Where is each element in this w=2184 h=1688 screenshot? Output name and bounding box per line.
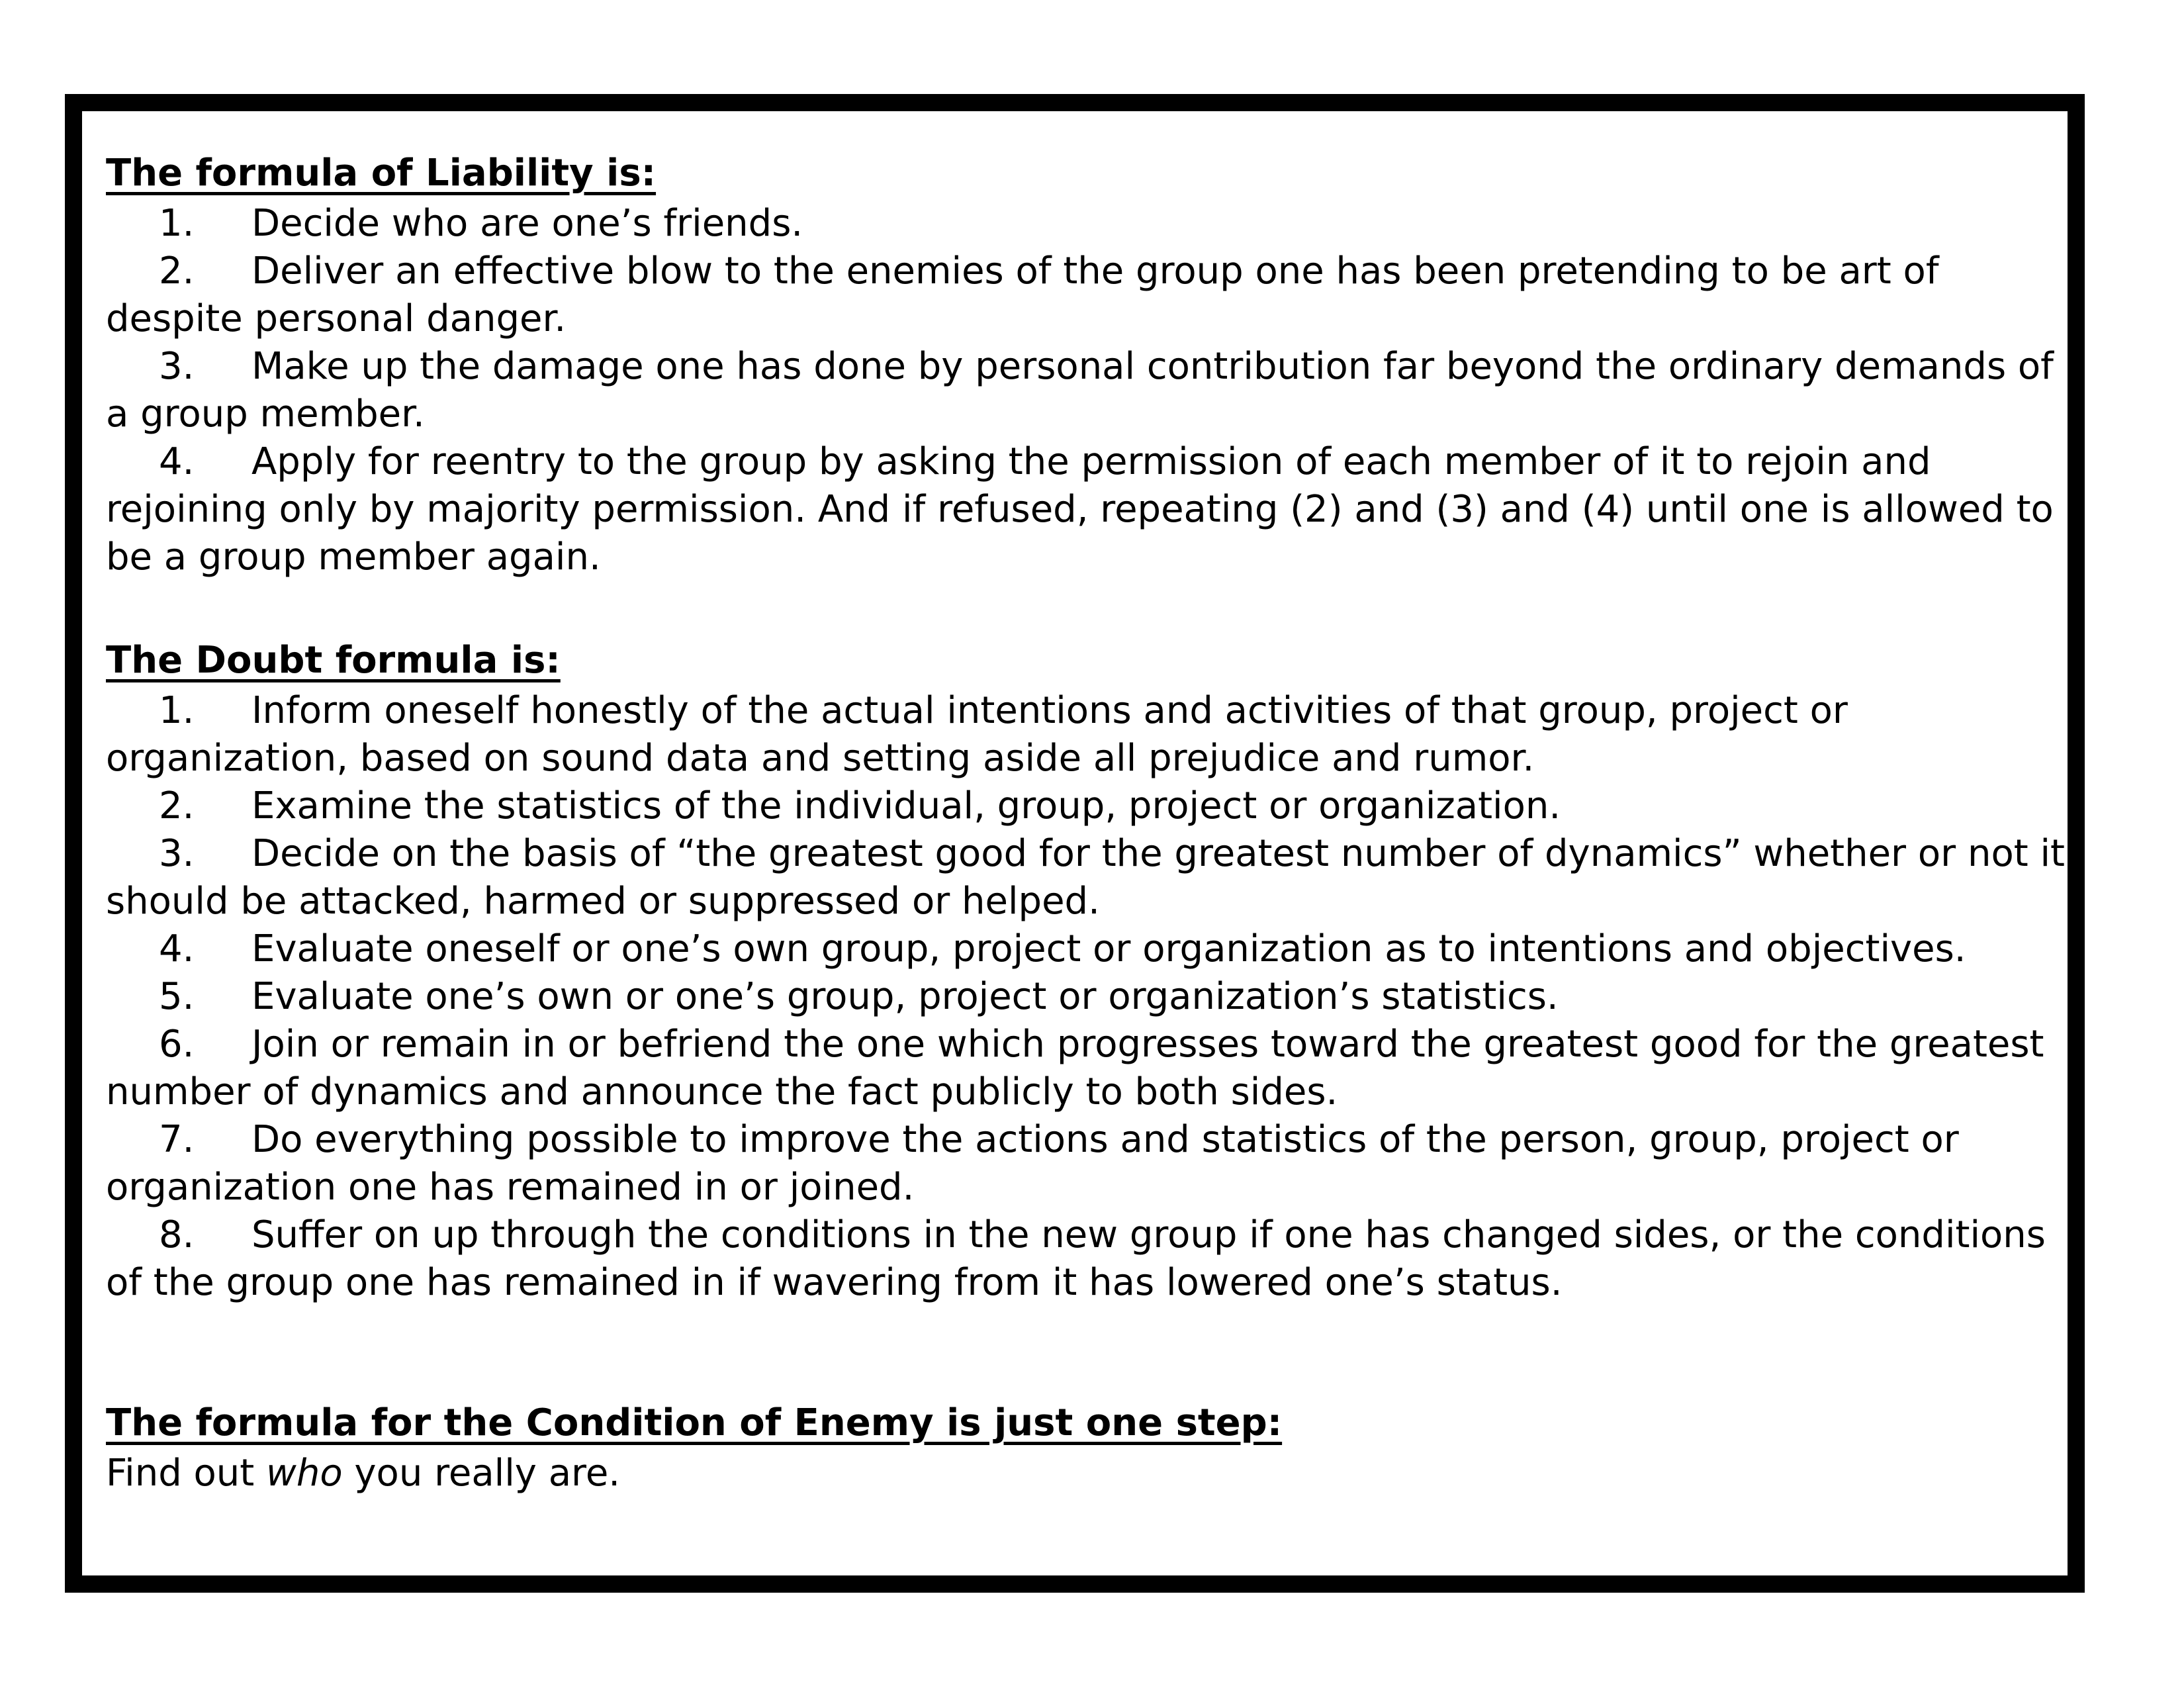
doubt-item (106, 925, 2085, 973)
doubt-heading: The Doubt formula is: (106, 639, 561, 682)
item-number: 2. (159, 250, 195, 293)
item-text: Evaluate one’s own or one’s group, project or organization’s statistics. (251, 975, 1559, 1018)
enemy-text-after: you really are. (342, 1452, 621, 1495)
item-number: 5. (159, 975, 195, 1018)
item-number: 1. (159, 689, 195, 732)
enemy-text-before: Find out (106, 1452, 267, 1495)
section-spacer (106, 581, 2085, 637)
item-number: 8. (159, 1213, 195, 1256)
item-number: 7. (159, 1118, 195, 1161)
item-text: Apply for reentry to the group by asking the permission of each member of it to rejoin and rejoining only by majority permission. And if refused, repeating (2) and (3) and (4) until one is allowed to be a group member again. (106, 440, 2054, 579)
document-content (106, 150, 2085, 1497)
liability-item (106, 200, 2085, 248)
section-spacer (106, 1307, 2085, 1399)
item-number: 6. (159, 1023, 195, 1066)
item-text: Inform oneself honestly of the actual intentions and activities of that group, project or organization, based on sound data and setting aside all prejudice and rumor. (106, 689, 1848, 780)
item-text: Make up the damage one has done by personal contribution far beyond the ordinary demands of a group member. (106, 345, 2054, 436)
item-text: Suffer on up through the conditions in the new group if one has changed sides, or the conditions of the group one has remained in if wavering from it has lowered one’s status. (106, 1213, 2046, 1304)
liability-item (106, 248, 2085, 343)
item-text: Decide who are one’s friends. (251, 202, 803, 245)
item-text: Evaluate oneself or one’s own group, project or organization as to intentions and objectives. (251, 927, 1966, 970)
enemy-text-emphasis: who (266, 1452, 343, 1495)
liability-item (106, 438, 2085, 581)
enemy-heading: The formula for the Condition of Enemy is just one step: (106, 1401, 1283, 1444)
doubt-item (106, 1021, 2085, 1116)
item-text: Examine the statistics of the individual, group, project or organization. (251, 784, 1561, 827)
liability-heading: The formula of Liability is: (106, 152, 657, 195)
item-number: 2. (159, 784, 195, 827)
liability-item (106, 343, 2085, 438)
doubt-item (106, 1211, 2085, 1307)
item-text: Decide on the basis of “the greatest good for the greatest number of dynamics” whether or not it should be attacked, harmed or suppressed or helped. (106, 832, 2065, 923)
item-number: 4. (159, 927, 195, 970)
item-text: Join or remain in or befriend the one which progresses toward the greatest good for the greatest number of dynamics and announce the fact publicly to both sides. (106, 1023, 2044, 1113)
doubt-item (106, 687, 2085, 782)
item-number: 3. (159, 832, 195, 875)
doubt-item (106, 1116, 2085, 1211)
item-number: 4. (159, 440, 195, 483)
item-text: Deliver an effective blow to the enemies of the group one has been pretending to be art of despite personal danger. (106, 250, 1939, 340)
enemy-step (106, 1450, 2085, 1497)
doubt-item (106, 782, 2085, 830)
doubt-item (106, 830, 2085, 925)
item-number: 3. (159, 345, 195, 388)
item-number: 1. (159, 202, 195, 245)
item-text: Do everything possible to improve the actions and statistics of the person, group, project or organization one has remained in or joined. (106, 1118, 1959, 1209)
doubt-item (106, 973, 2085, 1021)
